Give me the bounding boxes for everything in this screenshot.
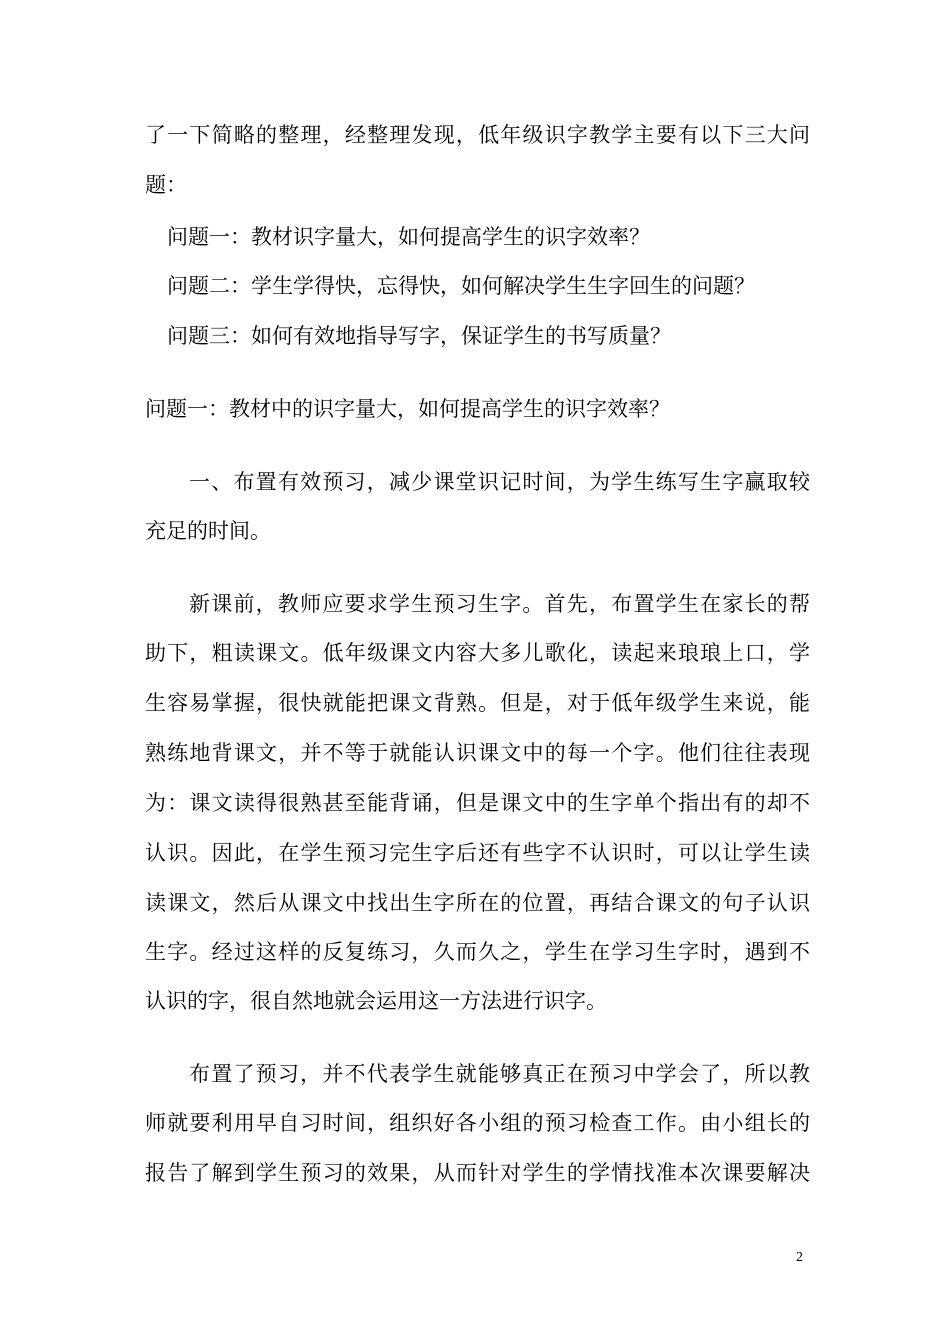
subsection-heading-cont: 充足的时间。 bbox=[145, 519, 271, 543]
section-heading: 问题一：教材中的识字量大，如何提高学生的识字效率？ bbox=[145, 397, 670, 421]
body-paragraph-line: 熟练地背课文，并不等于就能认识课文中的每一个字。他们往往表现 bbox=[145, 741, 810, 765]
body-paragraph-line: 认识的字，很自然地就会运用这一方法进行识字。 bbox=[145, 989, 607, 1013]
problem-item-3: 问题三：如何有效地指导写字，保证学生的书写质量？ bbox=[167, 324, 671, 348]
text-line: 了一下简略的整理，经整理发现，低年级识字教学主要有以下三大问 bbox=[145, 123, 810, 147]
body-paragraph-line: 师就要利用早自习时间，组织好各小组的预习检查工作。由小组长的 bbox=[145, 1111, 810, 1135]
body-paragraph-line: 认识。因此，在学生预习完生字后还有些字不认识时，可以让学生读 bbox=[145, 841, 810, 865]
body-paragraph-line: 生字。经过这样的反复练习，久而久之，学生在学习生字时，遇到不 bbox=[145, 940, 810, 964]
page-number: 2 bbox=[796, 1250, 803, 1265]
body-paragraph-line: 报告了解到学生预习的效果，从而针对学生的学情找准本次课要解决 bbox=[145, 1161, 810, 1185]
problem-item-2: 问题二：学生学得快，忘得快，如何解决学生生字回生的问题？ bbox=[167, 274, 755, 298]
body-paragraph-line: 为：课文读得很熟甚至能背诵，但是课文中的生字单个指出有的却不 bbox=[145, 791, 810, 815]
body-paragraph-line: 布置了预习，并不代表学生就能够真正在预习中学会了，所以教 bbox=[189, 1062, 810, 1086]
problem-item-1: 问题一：教材识字量大，如何提高学生的识字效率？ bbox=[167, 225, 650, 249]
body-paragraph-line: 生容易掌握，很快就能把课文背熟。但是，对于低年级学生来说，能 bbox=[145, 691, 810, 715]
text-line: 题： bbox=[145, 173, 187, 197]
body-paragraph-line: 助下，粗读课文。低年级课文内容大多儿歌化，读起来琅琅上口，学 bbox=[145, 641, 810, 665]
body-paragraph-line: 读课文，然后从课文中找出生字所在的位置，再结合课文的句子认识 bbox=[145, 891, 810, 915]
subsection-heading: 一、布置有效预习，减少课堂识记时间，为学生练写生字赢取较 bbox=[189, 470, 810, 494]
body-paragraph-line: 新课前，教师应要求学生预习生字。首先，布置学生在家长的帮 bbox=[189, 592, 810, 616]
